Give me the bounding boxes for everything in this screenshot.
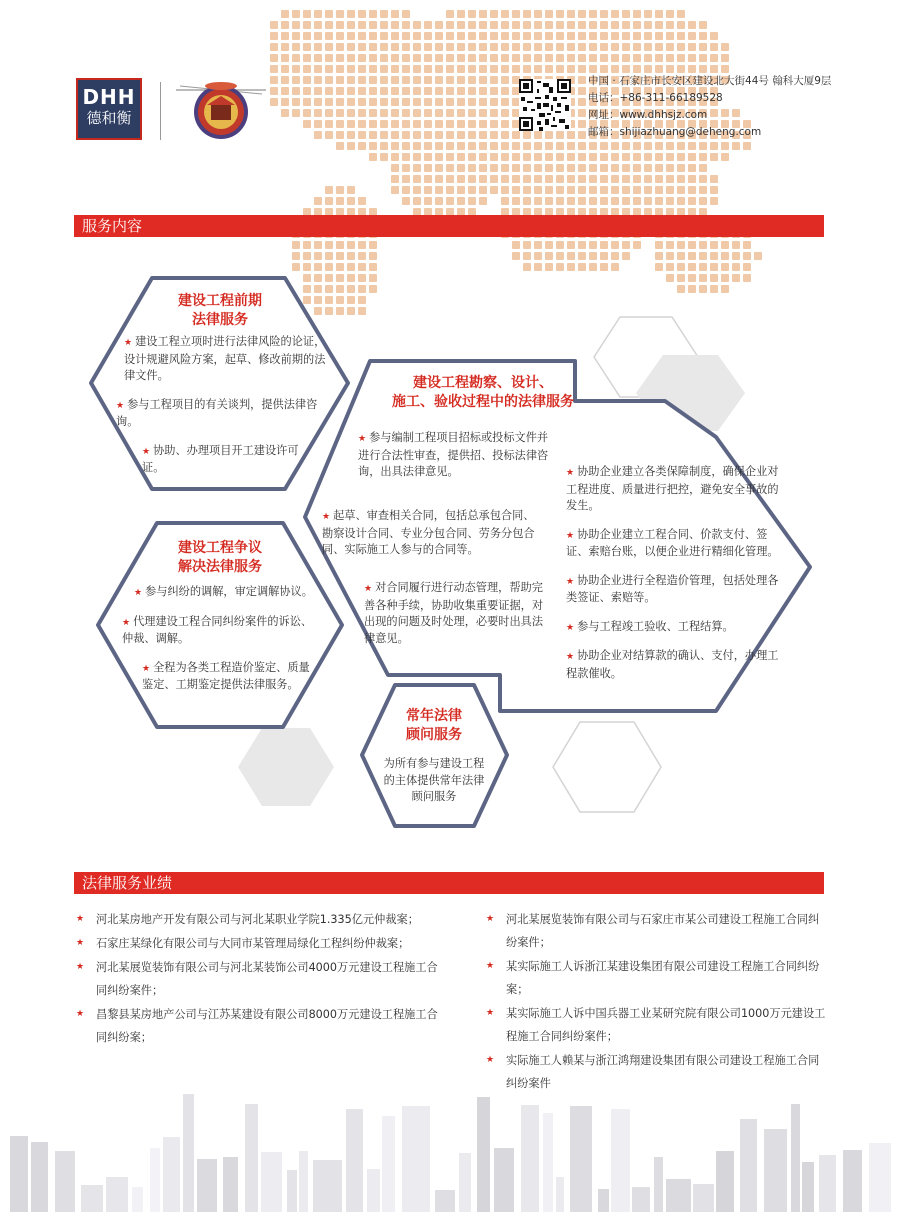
dispute-title: 建设工程争议 解决法律服务: [178, 540, 262, 575]
star-icon: ★: [364, 584, 373, 594]
list-item: ★ 河北某展览装饰有限公司与石家庄市某公司建设工程施工合同纠纷案件；: [486, 908, 828, 954]
building: [632, 1187, 650, 1212]
list-item: ★ 某实际施工人诉浙江某建设集团有限公司建设工程施工合同纠纷案；: [486, 955, 828, 1001]
list-item: ★ 建设工程立项时进行法律风险的论证，设计规避风险方案，起草、修改前期的法律文件。: [124, 335, 326, 382]
list-item: ★ 参与工程竣工验收、工程结算。: [566, 619, 734, 633]
star-icon: ★: [116, 400, 125, 411]
building: [494, 1148, 514, 1212]
process-right-list: [566, 464, 784, 694]
star-icon: ★: [486, 961, 495, 971]
building: [150, 1148, 160, 1212]
list-item: ★ 参与编制工程项目招标或投标文件并进行合法性审查，提供招、投标法律咨询，出具法律意见。: [358, 431, 549, 478]
website-link[interactable]: 网址：www.dhhsjz.com: [588, 109, 708, 121]
star-icon: ★: [134, 588, 143, 598]
list-item: ★ 起草、审查相关合同，包括总承包合同、勘察设计合同、专业分包合同、劳务分包合同、实际施工人参与的合同等。: [322, 509, 535, 556]
pre-construction-list: [116, 334, 334, 489]
phone-text: 电话：+86-311-66189528: [588, 92, 723, 104]
star-icon: ★: [122, 617, 131, 628]
list-item: ★ 协助企业对结算款的确认、支付，办理工程款催收。: [566, 649, 779, 680]
list-item: ★ 代理建设工程合同纠纷案件的诉讼、仲裁、调解。: [122, 614, 313, 645]
list-item: ★ 河北某展览装饰有限公司与河北某装饰公司4000万元建设工程施工合同纠纷案件；: [76, 956, 438, 1002]
city-skyline-background: [0, 1080, 900, 1212]
building: [402, 1106, 430, 1212]
building: [477, 1097, 490, 1212]
achievements-section-header: 法律服务业绩: [74, 872, 824, 894]
star-icon: ★: [566, 576, 575, 587]
building: [693, 1184, 714, 1212]
building: [367, 1169, 380, 1212]
building: [570, 1106, 592, 1212]
list-item: ★ 实际施工人赖某与浙江鸿翔建设集团有限公司建设工程施工合同纠纷案件: [486, 1049, 828, 1095]
building: [740, 1119, 757, 1212]
building: [287, 1170, 297, 1212]
star-icon: ★: [486, 1055, 495, 1065]
list-item: ★ 参与纠纷的调解，审定调解协议。: [134, 585, 313, 598]
list-item: ★ 对合同履行进行动态管理，帮助完善各种手续，协助收集重要证据，对出现的问题及时处理，必要时出具法律意见。: [364, 581, 544, 645]
building: [197, 1159, 217, 1212]
list-item: ★ 全程为各类工程造价鉴定、质量鉴定、工期鉴定提供法律服务。: [142, 660, 310, 691]
building: [132, 1187, 143, 1212]
email-link[interactable]: 邮箱：shijiazhuang@deheng.com: [588, 126, 762, 138]
decor-hexagon: [238, 728, 334, 806]
building: [346, 1109, 363, 1212]
building: [313, 1160, 342, 1212]
building: [261, 1152, 282, 1212]
star-icon: ★: [566, 622, 575, 633]
list-item: ★ 河北某房地产开发有限公司与河北某职业学院1.335亿元仲裁案；: [76, 908, 438, 931]
building: [81, 1185, 103, 1212]
building: [802, 1162, 814, 1212]
star-icon: ★: [566, 652, 575, 662]
address-text: 中国 · 石家庄市长安区建设北大街44号 翰科大厦9层: [588, 75, 832, 87]
building: [10, 1136, 28, 1212]
list-item: ★ 参与工程项目的有关谈判，提供法律咨询。: [116, 397, 318, 428]
star-icon: ★: [566, 468, 575, 478]
list-item: ★ 协助企业建立工程合同、价款支付、签证、索赔台账，以便企业进行精细化管理。: [566, 527, 779, 558]
building: [106, 1177, 128, 1212]
building: [791, 1104, 800, 1212]
building: [556, 1177, 564, 1212]
pre-construction-title: 建设工程前期 法律服务: [178, 293, 262, 328]
list-item: ★ 某实际施工人诉中国兵器工业某研究院有限公司1000万元建设工程施工合同纠纷案件；: [486, 1002, 828, 1048]
building: [716, 1151, 734, 1212]
building: [521, 1105, 539, 1212]
list-item: ★ 协助企业建立各类保障制度，确保企业对工程进度、质量进行把控，避免安全事故的发生。: [566, 465, 779, 512]
star-icon: ★: [486, 1008, 495, 1018]
building: [299, 1151, 308, 1212]
star-icon: ★: [142, 446, 151, 457]
process-left-list-2: [322, 508, 544, 571]
achievements-right-list: [486, 908, 828, 1096]
advisor-title: 常年法律 顾问服务: [406, 708, 462, 743]
building: [459, 1153, 471, 1212]
building: [764, 1129, 787, 1212]
star-icon: ★: [76, 1009, 85, 1019]
building: [819, 1155, 836, 1212]
building: [543, 1113, 553, 1212]
process-title: 建设工程勘察、设计、 施工、验收过程中的法律服务: [392, 375, 574, 410]
building: [245, 1104, 258, 1212]
star-icon: ★: [76, 914, 85, 924]
star-icon: ★: [486, 914, 495, 924]
list-item: ★ 石家庄某绿化有限公司与大同市某管理局绿化工程纠纷仲裁案；: [76, 932, 438, 955]
achievements-left-list: [76, 908, 438, 1050]
dispute-list: [122, 584, 322, 706]
star-icon: ★: [566, 530, 575, 541]
star-icon: ★: [76, 962, 85, 972]
star-icon: ★: [142, 663, 151, 674]
star-icon: ★: [358, 434, 367, 444]
star-icon: ★: [76, 938, 85, 948]
building: [869, 1143, 891, 1212]
building: [666, 1179, 691, 1212]
building: [654, 1157, 663, 1212]
process-left-list: [358, 430, 558, 493]
star-icon: ★: [124, 338, 133, 348]
star-icon: ★: [322, 512, 331, 522]
process-left-list-3: [364, 580, 554, 659]
building: [31, 1142, 48, 1212]
advisor-text: 为所有参与建设工程的主体提供常年法律顾问服务: [383, 757, 485, 803]
building: [382, 1116, 395, 1212]
dhh-logo: DHH 德和衡: [76, 78, 142, 140]
services-section-header: 服务内容: [74, 215, 824, 237]
building: [183, 1094, 194, 1212]
building: [55, 1151, 75, 1212]
list-item: ★ 协助、办理项目开工建设许可证。: [142, 443, 299, 474]
building: [435, 1190, 455, 1212]
building: [843, 1150, 862, 1212]
building: [611, 1109, 630, 1212]
list-item: ★ 昌黎县某房地产公司与江苏某建设有限公司8000万元建设工程施工合同纠纷案；: [76, 1003, 438, 1049]
decor-hexagon: [553, 722, 661, 812]
building: [598, 1189, 609, 1212]
building: [223, 1157, 238, 1212]
building: [163, 1137, 180, 1212]
list-item: ★ 协助企业进行全程造价管理，包括处理各类签证、索赔等。: [566, 573, 779, 604]
